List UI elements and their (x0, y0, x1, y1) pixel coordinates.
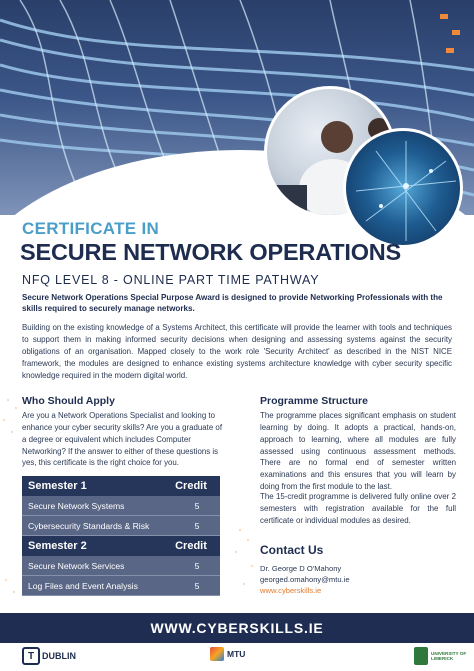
footer-website-link[interactable]: WWW.CYBERSKILLS.IE (150, 620, 324, 636)
tu-name: DUBLIN (42, 651, 76, 661)
ul-logo (414, 647, 469, 665)
credit-header: Credit (175, 480, 207, 492)
module-credit: 5 (194, 580, 200, 591)
tu-mark-icon: T (22, 647, 40, 665)
semester-2-header (22, 536, 220, 556)
table-row (22, 576, 220, 596)
footer-bar (0, 613, 474, 643)
contact-heading: Contact Us (260, 543, 324, 557)
contact-email[interactable]: georged.omahony@mtu.ie (260, 575, 350, 584)
page-subtitle: NFQ LEVEL 8 - ONLINE PART TIME PATHWAY (22, 273, 320, 287)
semester-table (22, 476, 220, 596)
module-credit: 5 (194, 500, 200, 511)
contact-website-link[interactable]: www.cyberskills.ie (260, 586, 322, 595)
who-should-apply-text: Are you a Network Operations Specialist and looking to enhance your cyber security skills? Are you a graduate of a degree or equivalent which includes Computer Networking? If the answer to either of these questions is yes, this certificate is the right choice for you. (22, 411, 223, 468)
intro-paragraph: Secure Network Operations Special Purpose Award is designed to provide Networking Professionals with the skills required to securely manage networks. (22, 293, 443, 313)
page-title: SECURE NETWORK OPERATIONS (20, 239, 402, 265)
semester-label: Semester 2 (28, 540, 87, 552)
table-row (22, 556, 220, 576)
city-network-photo (343, 128, 463, 248)
module-credit: 5 (194, 520, 200, 531)
module-name: Secure Network Systems (28, 500, 125, 511)
table-row (22, 496, 220, 516)
who-should-apply-heading: Who Should Apply (22, 395, 115, 407)
module-name: Cybersecurity Standards & Risk (28, 520, 150, 531)
programme-delivery-text: The 15-credit programme is delivered fully online over 2 semesters with registration available for the full certificate or individual modules as desired. (260, 492, 456, 525)
ul-crest-icon (414, 647, 428, 665)
module-name: Secure Network Services (28, 560, 125, 571)
module-credit: 5 (194, 560, 200, 571)
programme-structure-text: The programme places significant emphasis on student learning by doing. It adopts a practical, hands-on, approach to learning, where all modules are fully assessed using continuous assessment methods. There are no formal end of semester written examinations and this ensures that you will learn by doing from the first module to the last. (260, 411, 456, 492)
credit-header: Credit (175, 540, 207, 552)
mtu-mark-icon (210, 647, 224, 661)
mtu-name: MTU (227, 649, 246, 659)
contact-name: Dr. George D O'Mahony (260, 564, 342, 573)
ul-name: UNIVERSITY OF LIMERICK (431, 650, 467, 661)
certificate-eyebrow: CERTIFICATE IN (22, 219, 160, 238)
module-name: Log Files and Event Analysis (28, 580, 138, 591)
partner-logos (0, 643, 474, 671)
description-paragraph: Building on the existing knowledge of a Systems Architect, this certificate will provide the learner with tools and techniques to support them in making informed security decisions when designing and assessing systems against the security obligations of an organisation. Mapped closely to the work role 'Security Architect' as described in the NIST NICE framework, the modules are designed to enhance existing systems architecture knowledge with cyber security specific knowledge required in the modern digital world. (22, 323, 452, 381)
mtu-logo (210, 647, 245, 661)
programme-structure-heading: Programme Structure (260, 395, 368, 407)
semester-1-header (22, 476, 220, 496)
semester-label: Semester 1 (28, 480, 87, 492)
tu-dublin-logo (22, 647, 76, 665)
table-row (22, 516, 220, 536)
